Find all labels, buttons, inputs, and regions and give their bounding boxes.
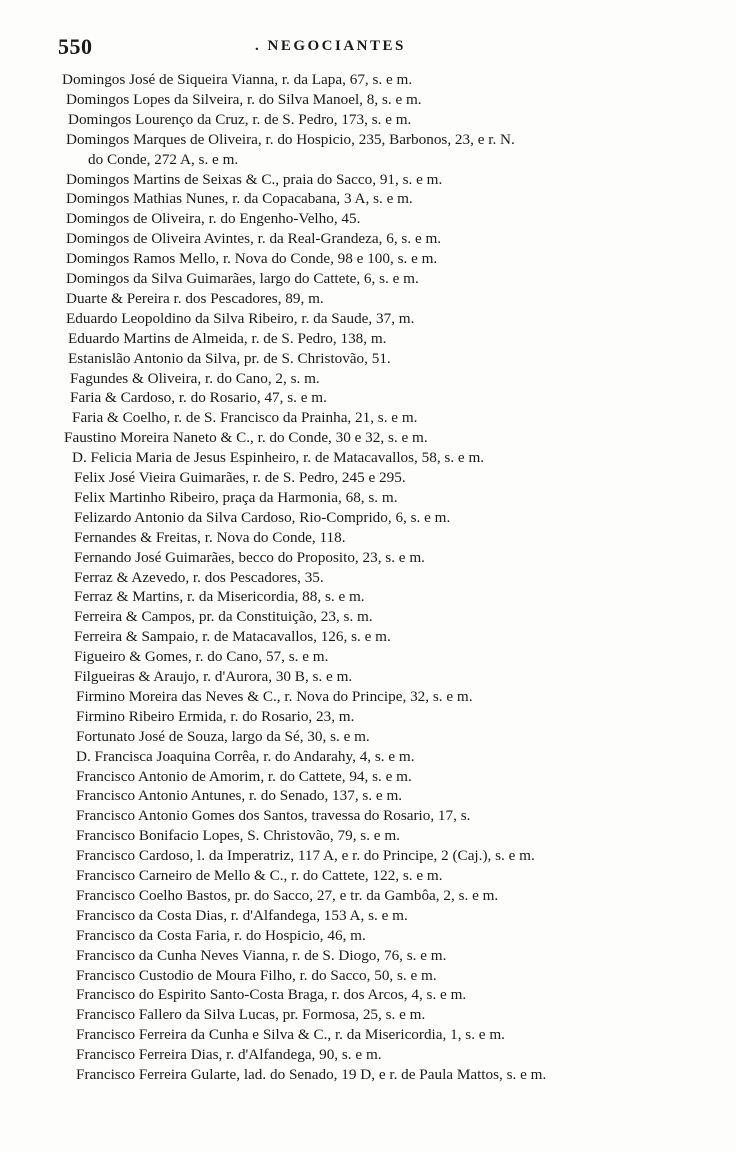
list-item: D. Francisca Joaquina Corrêa, r. do Andarahy, 4, s. e m.	[76, 747, 415, 765]
list-item-continuation: do Conde, 272 A, s. e m.	[88, 150, 239, 168]
list-item: Francisco Antonio Antunes, r. do Senado, 137, s. e m.	[76, 787, 403, 805]
list-item: Felix José Vieira Guimarães, r. de S. Pedro, 245 e 295.	[74, 469, 406, 486]
page-number: 550	[58, 34, 93, 59]
page-header	[0, 34, 736, 64]
list-item: Francisco Custodio de Moura Filho, r. do Sacco, 50, s. e m.	[76, 966, 437, 984]
list-item: Francisco Carneiro de Mello & C., r. do Cattete, 122, s. e m.	[76, 867, 443, 884]
list-item: Francisco Bonifacio Lopes, S. Christovão, 79, s. e m.	[76, 827, 400, 845]
list-item: Domingos Ramos Mello, r. Nova do Conde, 98 e 100, s. e m.	[66, 250, 438, 268]
list-item: D. Felicia Maria de Jesus Espinheiro, r. de Matacavallos, 58, s. e m.	[72, 449, 485, 467]
list-item: Fortunato José de Souza, largo da Sé, 30, s. e m.	[76, 727, 370, 745]
list-item: Figueiro & Gomes, r. do Cano, 57, s. e m.	[74, 648, 329, 666]
list-item: Duarte & Pereira r. dos Pescadores, 89, m.	[66, 289, 324, 307]
list-item: Estanislão Antonio da Silva, pr. de S. Christovão, 51.	[68, 349, 391, 367]
list-item: Ferraz & Azevedo, r. dos Pescadores, 35.	[74, 568, 324, 586]
list-item: Francisco da Cunha Neves Vianna, r. de S. Diogo, 76, s. e m.	[76, 946, 447, 964]
running-head: . NEGOCIANTES	[255, 38, 406, 54]
list-item: Eduardo Leopoldino da Silva Ribeiro, r. da Saude, 37, m.	[66, 309, 415, 327]
list-item: Domingos Mathias Nunes, r. da Copacabana, 3 A, s. e m.	[66, 190, 413, 208]
list-item: Domingos Marques de Oliveira, r. do Hospicio, 235, Barbonos, 23, e r. N.	[66, 130, 515, 148]
list-item: Francisco Coelho Bastos, pr. do Sacco, 27, e tr. da Gambôa, 2, s. e m.	[76, 886, 499, 904]
list-item: Domingos de Oliveira Avintes, r. da Real-Grandeza, 6, s. e m.	[66, 230, 442, 248]
list-item: Domingos Lourenço da Cruz, r. de S. Pedro, 173, s. e m.	[68, 110, 412, 128]
list-item: Fernando José Guimarães, becco do Proposito, 23, s. e m.	[74, 548, 425, 566]
list-item: Faria & Cardoso, r. do Rosario, 47, s. e m.	[70, 389, 327, 407]
list-item: Felix Martinho Ribeiro, praça da Harmonia, 68, s. m.	[74, 488, 398, 506]
list-item: Francisco Ferreira da Cunha e Silva & C., r. da Misericordia, 1, s. e m.	[76, 1026, 505, 1044]
list-item: Faustino Moreira Naneto & C., r. do Conde, 30 e 32, s. e m.	[64, 429, 428, 447]
list-item: Francisco Antonio Gomes dos Santos, travessa do Rosario, 17, s.	[76, 807, 471, 825]
list-item: Francisco Ferreira Gularte, lad. do Senado, 19 D, e r. de Paula Mattos, s. e m.	[76, 1066, 547, 1083]
list-item: Domingos de Oliveira, r. do Engenho-Velho, 45.	[66, 210, 361, 228]
list-item: Domingos da Silva Guimarães, largo do Cattete, 6, s. e m.	[66, 270, 419, 287]
list-item: Domingos José de Siqueira Vianna, r. da Lapa, 67, s. e m.	[62, 71, 413, 88]
list-item: Faria & Coelho, r. de S. Francisco da Prainha, 21, s. e m.	[72, 409, 418, 427]
list-item: Francisco Antonio de Amorim, r. do Cattete, 94, s. e m.	[76, 767, 412, 785]
list-item: Filgueiras & Araujo, r. d'Aurora, 30 B, s. e m.	[74, 668, 353, 685]
list-item: Ferreira & Campos, pr. da Constituição, 23, s. m.	[74, 608, 373, 626]
list-item: Francisco Cardoso, l. da Imperatriz, 117 A, e r. do Principe, 2 (Caj.), s. e m.	[76, 847, 535, 865]
list-item: Francisco Ferreira Dias, r. d'Alfandega, 90, s. e m.	[76, 1046, 382, 1064]
list-item: Ferreira & Sampaio, r. de Matacavallos, 126, s. e m.	[74, 628, 391, 646]
list-item: Francisco Fallero da Silva Lucas, pr. Formosa, 25, s. e m.	[76, 1006, 426, 1024]
list-item: Firmino Moreira das Neves & C., r. Nova do Principe, 32, s. e m.	[76, 687, 473, 705]
list-item: Felizardo Antonio da Silva Cardoso, Rio-Comprido, 6, s. e m.	[74, 508, 451, 526]
list-item: Firmino Ribeiro Ermida, r. do Rosario, 23, m.	[76, 707, 355, 725]
list-item: Francisco da Costa Faria, r. do Hospicio, 46, m.	[76, 926, 366, 944]
list-item: Eduardo Martins de Almeida, r. de S. Pedro, 138, m.	[68, 329, 387, 347]
list-item: Francisco da Costa Dias, r. d'Alfandega, 153 A, s. e m.	[76, 906, 408, 924]
list-item: Fernandes & Freitas, r. Nova do Conde, 118.	[74, 528, 346, 546]
list-item: Fagundes & Oliveira, r. do Cano, 2, s. m.	[70, 369, 320, 387]
list-item: Ferraz & Martins, r. da Misericordia, 88, s. e m.	[74, 588, 365, 606]
list-item: Francisco do Espirito Santo-Costa Braga, r. dos Arcos, 4, s. e m.	[76, 986, 467, 1004]
list-item: Domingos Lopes da Silveira, r. do Silva Manoel, 8, s. e m.	[66, 90, 422, 108]
list-item: Domingos Martins de Seixas & C., praia do Sacco, 91, s. e m.	[66, 170, 443, 188]
